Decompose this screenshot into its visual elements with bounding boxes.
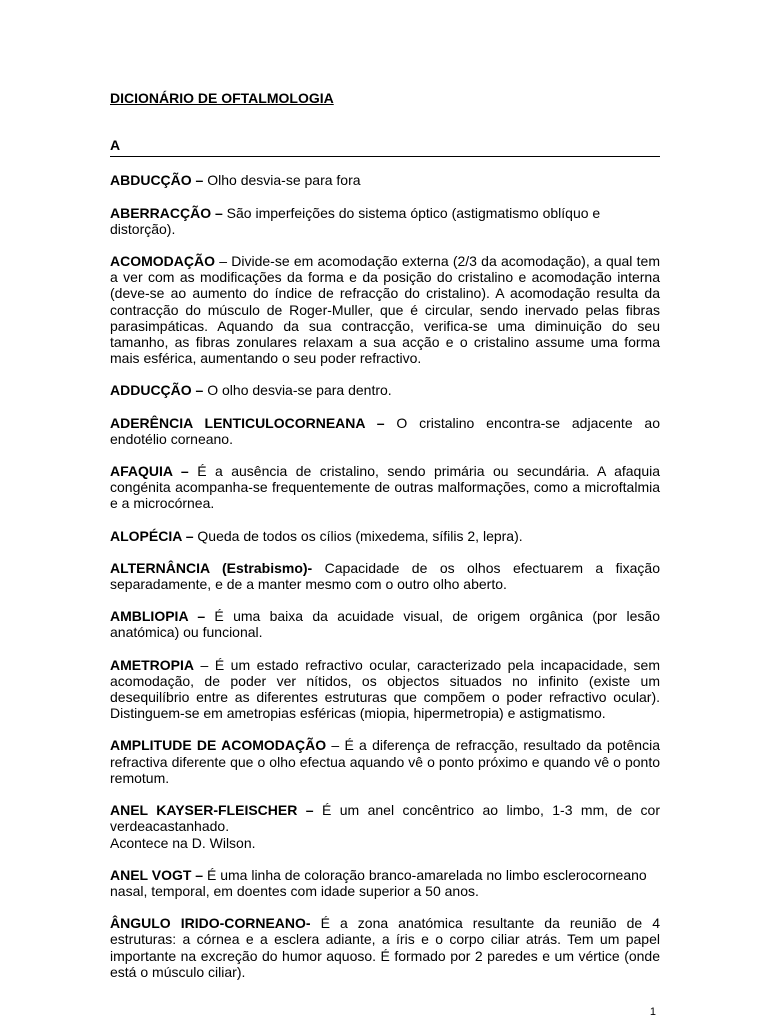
entry-term: AFAQUIA – bbox=[110, 463, 189, 480]
entry-term: ALOPÉCIA – bbox=[110, 527, 194, 544]
entry-term: ADERÊNCIA LENTICULOCORNEANA – bbox=[110, 414, 385, 431]
entry-definition: É um anel concêntrico ao limbo, 1-3 mm, de cor verdeacastanhado. bbox=[110, 802, 660, 835]
dictionary-entry bbox=[110, 253, 660, 366]
document-page bbox=[110, 90, 660, 996]
entry-definition: São imperfeições do sistema óptico (astigmatismo oblíquo e distorção). bbox=[110, 204, 601, 237]
entry-term: ADDUCÇÃO – bbox=[110, 382, 204, 399]
entry-definition: Olho desvia-se para fora bbox=[203, 172, 361, 189]
entry-term: AMETROPIA bbox=[110, 656, 194, 673]
entry-definition: É a zona anatómica resultante da reunião de 4 estruturas: a córnea e a esclera adiante, a íris e o corpo ciliar atrás. Tem um papel importante na excreção do humor aquoso. É formado por 2 paredes e um vértice (onde está o músculo ciliar). bbox=[110, 915, 660, 980]
entry-extra-line: Acontece na D. Wilson. bbox=[110, 834, 256, 851]
entry-definition: – É um estado refractivo ocular, caracterizado pela incapacidade, sem acomodação, de poder ver nítidos, os objectos situados no infinito (existe um desequilíbrio entre as diferentes estruturas que compõem o poder refractivo ocular). Distinguem-se em ametropias esféricas (miopia, hipermetropia) e astigmatismo. bbox=[110, 656, 660, 722]
entry-term: AMPLITUDE DE ACOMODAÇÃO bbox=[110, 737, 327, 754]
dictionary-entry bbox=[110, 560, 660, 592]
dictionary-entry bbox=[110, 802, 660, 851]
entry-definition: Capacidade de os olhos efectuarem a fixação separadamente, e de a manter mesmo com o outro olho aberto. bbox=[110, 559, 660, 593]
entry-term: AMBLIOPIA – bbox=[110, 608, 206, 625]
dictionary-entry bbox=[110, 172, 660, 188]
entry-term: ABERRACÇÃO – bbox=[110, 204, 223, 221]
section-letter-heading: A bbox=[110, 137, 660, 157]
entry-term: ÂNGULO IRIDO-CORNEANO- bbox=[110, 915, 311, 932]
dictionary-entry bbox=[110, 608, 660, 640]
dictionary-entry bbox=[110, 528, 660, 544]
dictionary-entry bbox=[110, 737, 660, 786]
dictionary-entry bbox=[110, 205, 660, 237]
entry-term: ACOMODAÇÃO bbox=[110, 253, 215, 270]
dictionary-entry bbox=[110, 463, 660, 512]
dictionary-entry bbox=[110, 382, 660, 398]
document-title: DICIONÁRIO DE OFTALMOLOGIA bbox=[110, 90, 334, 106]
entry-definition: É a ausência de cristalino, sendo primária ou secundária. A afaquia congénita acompanha-se frequentemente de outras malformações, como a microftalmia e a microcórnea. bbox=[110, 463, 661, 512]
entry-definition: O cristalino encontra-se adjacente ao endotélio corneano. bbox=[110, 414, 660, 447]
dictionary-entry bbox=[110, 657, 660, 722]
dictionary-entry bbox=[110, 915, 660, 980]
entry-definition: O olho desvia-se para dentro. bbox=[203, 382, 392, 399]
entry-term: ANEL VOGT – bbox=[110, 866, 204, 883]
entry-definition: É uma baixa da acuidade visual, de origem orgânica (por lesão anatómica) ou funcional. bbox=[110, 608, 660, 641]
entry-term: ANEL KAYSER-FLEISCHER – bbox=[110, 802, 314, 819]
dictionary-entry bbox=[110, 415, 660, 447]
entry-definition: Queda de todos os cílios (mixedema, sífilis 2, lepra). bbox=[193, 527, 523, 544]
entry-term: ABDUCÇÃO – bbox=[110, 172, 204, 189]
entry-definition: É uma linha de coloração branco-amarelada no limbo esclerocorneano nasal, temporal, em doentes com idade superior a 50 anos. bbox=[110, 866, 647, 899]
entry-definition: – É a diferença de refracção, resultado da potência refractiva diferente que o olho efectua aquando vê o ponto próximo e quando vê o ponto remotum. bbox=[110, 737, 660, 786]
entry-term: ALTERNÂNCIA (Estrabismo)- bbox=[110, 559, 313, 576]
page-number: 1 bbox=[649, 1006, 656, 1018]
dictionary-entry bbox=[110, 867, 660, 899]
entry-definition: – Divide-se em acomodação externa (2/3 da acomodação), a qual tem a ver com as modificações da forma e da posição do cristalino e acomodação interna (deve-se ao aumento do índice de refracção do cristalino). A acomodação resulta da contracção do músculo de Roger-Muller, que é circular, sendo inervado pelas fibras parasimpáticas. Aquando da sua contracção, verifica-se uma diminuição do seu tamanho, as fibras zonulares relaxam a sua acção e o cristalino assume uma forma mais esférica, aumentando o seu poder refractivo. bbox=[110, 253, 660, 367]
